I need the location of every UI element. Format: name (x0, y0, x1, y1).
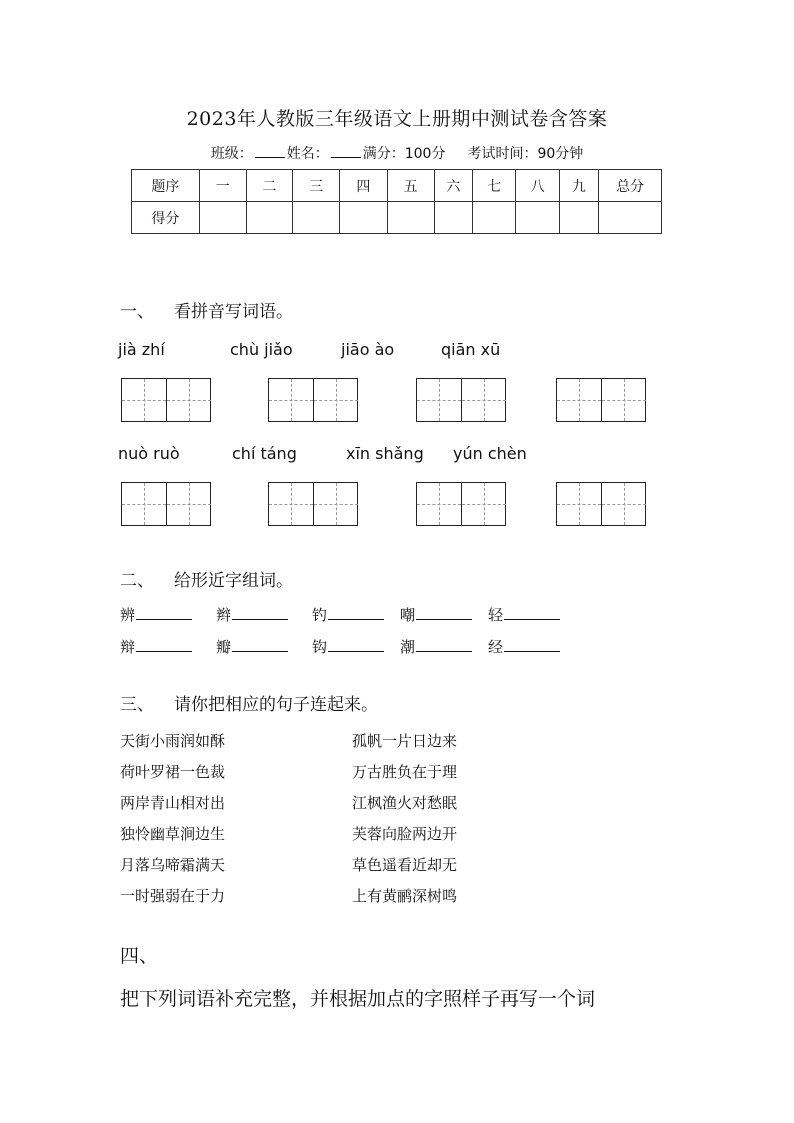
section-1-heading (120, 297, 293, 322)
pinyin-5: nuò ruò (118, 444, 180, 463)
answer-blank[interactable] (328, 605, 384, 620)
pinyin-4: qiān xū (441, 340, 501, 359)
score-cell[interactable] (387, 202, 434, 234)
poem-line-left[interactable]: 两岸青山相对出 (120, 794, 226, 812)
page-title: 2023年人教版三年级语文上册期中测试卷含答案 (186, 108, 608, 130)
poem-line-right[interactable]: 上有黄鹂深树鸣 (352, 887, 458, 905)
section-4-instruction: 把下列词语补充完整，并根据加点的字照样子再写一个词 (120, 988, 596, 1010)
word-item: 辫 (216, 604, 288, 625)
writing-grid[interactable] (416, 378, 506, 422)
score-header-cell: 总分 (599, 170, 662, 202)
score-header-row (132, 170, 662, 202)
pinyin-1: jià zhí (118, 340, 165, 359)
score-header-cell: 六 (434, 170, 472, 202)
writing-grid[interactable] (121, 482, 211, 526)
score-header-cell: 七 (473, 170, 516, 202)
score-cell[interactable] (434, 202, 472, 234)
poem-line-left[interactable]: 独怜幽草涧边生 (120, 825, 226, 843)
section-4-number: 四、 (120, 945, 159, 967)
writing-grid[interactable] (121, 378, 211, 422)
section-3-title: 请你把相应的句子连起来。 (174, 695, 378, 715)
answer-blank[interactable] (232, 637, 288, 652)
section-1-number: 一、 (120, 302, 154, 322)
pinyin-7: xīn shǎng (346, 444, 424, 463)
score-header-cell: 三 (293, 170, 340, 202)
answer-blank[interactable] (136, 605, 192, 620)
writing-grid[interactable] (556, 378, 646, 422)
score-table (131, 169, 662, 234)
score-cell[interactable] (199, 202, 246, 234)
score-cell[interactable] (559, 202, 598, 234)
word-item: 轻 (488, 604, 560, 625)
score-cell[interactable] (516, 202, 559, 234)
word-item: 瓣 (216, 636, 288, 657)
section-3-number: 三、 (120, 695, 154, 715)
answer-blank[interactable] (136, 637, 192, 652)
section-2-number: 二、 (120, 571, 154, 591)
score-value-row (132, 202, 662, 234)
pinyin-2: chù jiǎo (230, 340, 293, 359)
poem-line-right[interactable]: 江枫渔火对愁眠 (352, 794, 458, 812)
word-item: 钩 (312, 636, 384, 657)
section-2-title: 给形近字组词。 (174, 571, 293, 591)
score-header-cell: 八 (516, 170, 559, 202)
exam-info (0, 143, 794, 163)
class-blank[interactable] (255, 145, 285, 158)
poem-line-right[interactable]: 万古胜负在于理 (352, 763, 458, 781)
exam-time: 考试时间：90分钟 (467, 146, 584, 162)
word-item: 潮 (400, 636, 472, 657)
score-header-cell: 五 (387, 170, 434, 202)
score-header-cell: 二 (246, 170, 292, 202)
poem-line-left[interactable]: 一时强弱在于力 (120, 887, 226, 905)
score-cell[interactable] (473, 202, 516, 234)
poem-line-left[interactable]: 荷叶罗裙一色裁 (120, 763, 226, 781)
word-item: 嘲 (400, 604, 472, 625)
answer-blank[interactable] (416, 605, 472, 620)
score-header-cell: 四 (340, 170, 387, 202)
score-header-cell: 九 (559, 170, 598, 202)
word-item: 辨 (120, 604, 192, 625)
answer-blank[interactable] (504, 637, 560, 652)
word-item: 经 (488, 636, 560, 657)
class-label: 班级： (210, 146, 253, 162)
answer-blank[interactable] (416, 637, 472, 652)
answer-blank[interactable] (504, 605, 560, 620)
poem-line-right[interactable]: 草色遥看近却无 (352, 856, 458, 874)
writing-grid[interactable] (416, 482, 506, 526)
writing-grid[interactable] (268, 378, 358, 422)
section-3-heading (120, 690, 378, 715)
writing-grid[interactable] (268, 482, 358, 526)
poem-line-right[interactable]: 孤帆一片日边来 (352, 732, 458, 750)
pinyin-3: jiāo ào (341, 340, 395, 359)
score-header-cell: 题序 (132, 170, 200, 202)
section-1-title: 看拼音写词语。 (174, 302, 293, 322)
score-cell[interactable] (599, 202, 662, 234)
poem-line-left[interactable]: 天街小雨润如酥 (120, 732, 226, 750)
answer-blank[interactable] (232, 605, 288, 620)
word-item: 辩 (120, 636, 192, 657)
name-blank[interactable] (331, 145, 361, 158)
section-2-heading (120, 566, 293, 591)
full-score: 满分：100分 (362, 146, 446, 162)
score-row-label: 得分 (132, 202, 200, 234)
word-item: 钓 (312, 604, 384, 625)
poem-line-left[interactable]: 月落乌啼霜满天 (120, 856, 226, 874)
poem-line-right[interactable]: 芙蓉向脸两边开 (352, 825, 458, 843)
answer-blank[interactable] (328, 637, 384, 652)
score-cell[interactable] (246, 202, 292, 234)
writing-grid[interactable] (556, 482, 646, 526)
pinyin-8: yún chèn (453, 444, 527, 463)
score-cell[interactable] (293, 202, 340, 234)
score-cell[interactable] (340, 202, 387, 234)
score-header-cell: 一 (199, 170, 246, 202)
pinyin-6: chí táng (232, 444, 297, 463)
name-label: 姓名： (286, 146, 329, 162)
